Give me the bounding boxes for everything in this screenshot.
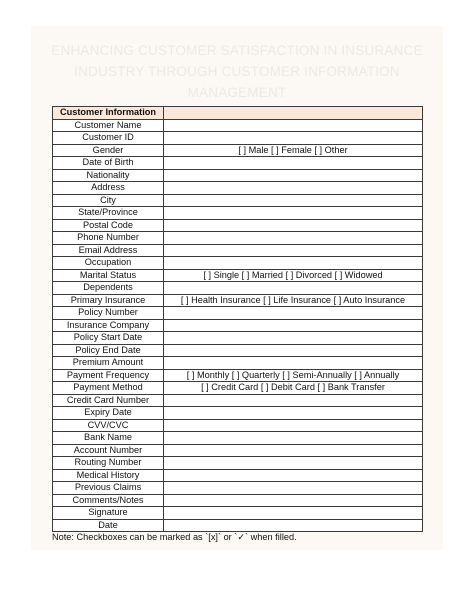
field-label: Insurance Company [53,319,164,332]
field-value[interactable] [164,119,423,132]
table-row [53,357,423,370]
field-value[interactable] [164,207,423,220]
table-row [53,482,423,495]
field-label: Marital Status [53,269,164,282]
field-label: Address [53,182,164,195]
field-value[interactable] [164,482,423,495]
field-label: Date [53,519,164,532]
table-row [53,494,423,507]
field-label: Phone Number [53,232,164,245]
field-label: City [53,194,164,207]
field-label: Gender [53,144,164,157]
field-value[interactable] [164,182,423,195]
field-label: CVV/CVC [53,419,164,432]
field-label: Previous Claims [53,482,164,495]
field-value[interactable] [164,194,423,207]
field-label: Policy Number [53,307,164,320]
field-label: Medical History [53,469,164,482]
table-row [53,332,423,345]
title-line-2: INDUSTRY THROUGH CUSTOMER INFORMATION MANAGEMENT [74,64,400,100]
table-row [53,344,423,357]
table-row [53,432,423,445]
customer-information-table [52,106,423,532]
field-value[interactable] [164,169,423,182]
field-value[interactable] [164,357,423,370]
field-value[interactable] [164,494,423,507]
field-label: Bank Name [53,432,164,445]
table-row [53,394,423,407]
checkbox-note: Note: Checkboxes can be marked as `[x]` or `✓` when filled. [52,532,297,542]
field-label: Routing Number [53,457,164,470]
field-label: Comments/Notes [53,494,164,507]
table-row [53,144,423,157]
field-value[interactable] [164,257,423,270]
field-value[interactable] [164,244,423,257]
document-title [31,40,443,103]
table-row [53,444,423,457]
table-row [53,232,423,245]
table-row [53,257,423,270]
table-row [53,519,423,532]
field-value[interactable] [164,469,423,482]
header-label-cell: Customer Information [53,107,164,120]
table-row [53,469,423,482]
table-row [53,407,423,420]
table-row [53,182,423,195]
field-label: Occupation [53,257,164,270]
field-value[interactable] [164,332,423,345]
field-value[interactable] [164,307,423,320]
field-label: Customer ID [53,132,164,145]
field-label: Policy End Date [53,344,164,357]
field-value[interactable] [164,407,423,420]
field-label: Policy Start Date [53,332,164,345]
field-label: Customer Name [53,119,164,132]
field-value[interactable] [164,444,423,457]
field-label: Dependents [53,282,164,295]
table-row [53,269,423,282]
field-value[interactable] [164,432,423,445]
field-value[interactable] [164,344,423,357]
table-row [53,244,423,257]
field-label: Date of Birth [53,157,164,170]
field-label: Signature [53,507,164,520]
field-value[interactable] [164,132,423,145]
field-value[interactable]: [ ] Health Insurance [ ] Life Insurance [ ] Auto Insurance [164,294,423,307]
field-label: Account Number [53,444,164,457]
table-row [53,294,423,307]
field-label: Credit Card Number [53,394,164,407]
table-row [53,369,423,382]
field-label: Nationality [53,169,164,182]
table-row [53,282,423,295]
table-row [53,157,423,170]
field-value[interactable] [164,157,423,170]
field-value[interactable] [164,219,423,232]
field-value[interactable] [164,419,423,432]
field-value[interactable] [164,282,423,295]
table-row [53,119,423,132]
field-value[interactable] [164,519,423,532]
table-row [53,132,423,145]
field-value[interactable] [164,394,423,407]
table-row [53,219,423,232]
field-value[interactable] [164,507,423,520]
table-row [53,194,423,207]
field-label: Postal Code [53,219,164,232]
table-row [53,169,423,182]
field-label: Primary Insurance [53,294,164,307]
field-value[interactable]: [ ] Monthly [ ] Quarterly [ ] Semi-Annually [ ] Annually [164,369,423,382]
field-value[interactable] [164,232,423,245]
title-line-1: ENHANCING CUSTOMER SATISFACTION IN INSURANCE [51,43,423,58]
table-row [53,207,423,220]
field-label: Payment Method [53,382,164,395]
table-header-row [53,107,423,120]
table-row [53,507,423,520]
field-value[interactable]: [ ] Single [ ] Married [ ] Divorced [ ] Widowed [164,269,423,282]
table-row [53,419,423,432]
field-label: State/Province [53,207,164,220]
field-value[interactable]: [ ] Credit Card [ ] Debit Card [ ] Bank Transfer [164,382,423,395]
table-row [53,382,423,395]
field-value[interactable] [164,319,423,332]
field-label: Payment Frequency [53,369,164,382]
field-label: Premium Amount [53,357,164,370]
field-label: Expiry Date [53,407,164,420]
header-value-cell [164,107,423,120]
field-value[interactable] [164,457,423,470]
table-row [53,457,423,470]
field-value[interactable]: [ ] Male [ ] Female [ ] Other [164,144,423,157]
table-row [53,307,423,320]
field-label: Email Address [53,244,164,257]
table-row [53,319,423,332]
